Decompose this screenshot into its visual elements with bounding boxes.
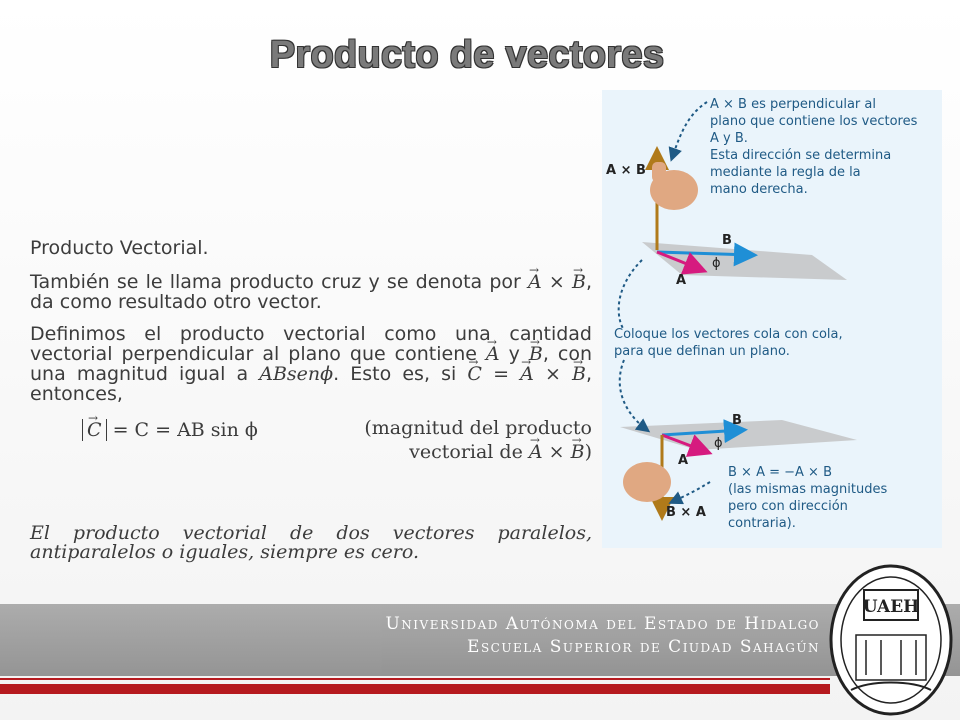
- paragraph-magnitude: [30, 324, 592, 404]
- label-bxa: B × A: [666, 505, 706, 520]
- pointer-mid-down: [620, 360, 647, 430]
- magnitude-expression: ABsenϕ: [259, 363, 334, 385]
- thumb-up-icon: [652, 162, 666, 182]
- cross-product-figure: [602, 90, 942, 548]
- hand-bottom-icon: [623, 462, 671, 502]
- label-b-top: B: [722, 233, 732, 248]
- vector-a: → A: [528, 272, 542, 292]
- formula-row: [30, 416, 592, 464]
- vector-a: → A: [486, 344, 500, 364]
- vector-b: → B: [571, 440, 585, 464]
- footer-red-thin-line: [0, 678, 830, 680]
- magnitude-formula: [30, 416, 258, 464]
- text-span: =: [481, 363, 521, 385]
- caption-top: [710, 96, 917, 198]
- vector-b: → B: [529, 344, 543, 364]
- formula-expression: = C = AB sin ϕ: [106, 419, 258, 441]
- plane-top: [642, 242, 847, 280]
- caption-line: Coloque los vectores cola con cola,: [614, 327, 843, 342]
- formula-note-line: [364, 440, 592, 464]
- text-span: y: [499, 343, 529, 365]
- cross-symbol: ×: [533, 363, 572, 385]
- caption-line: mano derecha.: [710, 182, 808, 197]
- formula-note-line: (magnitud del producto: [364, 417, 592, 439]
- caption-line: plano que contiene los vectores: [710, 114, 918, 129]
- caption-line: A × B es perpendicular al: [710, 97, 876, 112]
- text-span: Definimos el producto vectorial como una cantidad vectorial perpendicular al plano que contiene: [30, 323, 592, 365]
- caption-line: Esta dirección se determina: [710, 148, 892, 163]
- text-span: , entonces,: [30, 363, 593, 405]
- label-a-top: A: [676, 273, 687, 288]
- caption-line: (las mismas magnitudes: [728, 482, 888, 497]
- vector-b: → B: [572, 364, 586, 384]
- slide-title: Producto de vectores: [269, 34, 665, 76]
- vector-c: → C: [87, 420, 102, 440]
- parallel-vectors-note: El producto vectorial de dos vectores paralelos, antiparalelos o iguales, siempre es cero.: [30, 522, 592, 563]
- caption-bottom: [728, 464, 887, 532]
- formula-note: [364, 416, 592, 464]
- paragraph-definition: [30, 272, 592, 312]
- caption-mid: [614, 326, 843, 360]
- vector-a: → A: [529, 440, 543, 464]
- text-span: También se le llama producto cruz y se denota por: [30, 271, 521, 293]
- label-phi-bottom: ϕ: [714, 436, 723, 451]
- label-b-bottom: B: [732, 413, 742, 428]
- caption-line: B × A = −A × B: [728, 465, 832, 480]
- cross-symbol: ×: [542, 441, 571, 463]
- label-axb: A × B: [606, 163, 646, 178]
- label-a-bottom: A: [678, 453, 689, 468]
- caption-line: contraria).: [728, 516, 796, 531]
- vector-c: → C: [467, 364, 482, 384]
- university-name: Universidad Autónoma del Estado de Hidalgo: [385, 614, 820, 634]
- text-span: ): [584, 441, 592, 463]
- vector-b: → B: [572, 272, 586, 292]
- abs-bars: [82, 419, 107, 441]
- pointer-top: [672, 102, 707, 158]
- content-heading: Producto Vectorial.: [30, 237, 209, 259]
- caption-line: para que definan un plano.: [614, 344, 790, 359]
- university-seal-logo: [826, 560, 956, 718]
- pointer-bottom: [672, 482, 710, 502]
- cross-symbol: ×: [541, 271, 572, 293]
- caption-line: pero con dirección: [728, 499, 848, 514]
- caption-line: mediante la regla de la: [710, 165, 861, 180]
- school-name: Escuela Superior de Ciudad Sahagún: [467, 637, 820, 657]
- text-span: , da como resultado otro vector.: [30, 271, 593, 313]
- vector-a: → A: [520, 364, 534, 384]
- text-span: . Esto es, si: [333, 363, 468, 385]
- pointer-mid-up: [619, 260, 642, 330]
- footer-bar: [0, 604, 960, 676]
- footer-red-line: [0, 684, 830, 694]
- caption-line: A y B.: [710, 131, 748, 146]
- seal-text: UAEH: [862, 597, 920, 617]
- label-phi-top: ϕ: [712, 256, 721, 271]
- text-span: vectorial de: [409, 441, 529, 463]
- text-span: , con una magnitud igual a: [30, 343, 592, 385]
- slide-content: [30, 238, 592, 574]
